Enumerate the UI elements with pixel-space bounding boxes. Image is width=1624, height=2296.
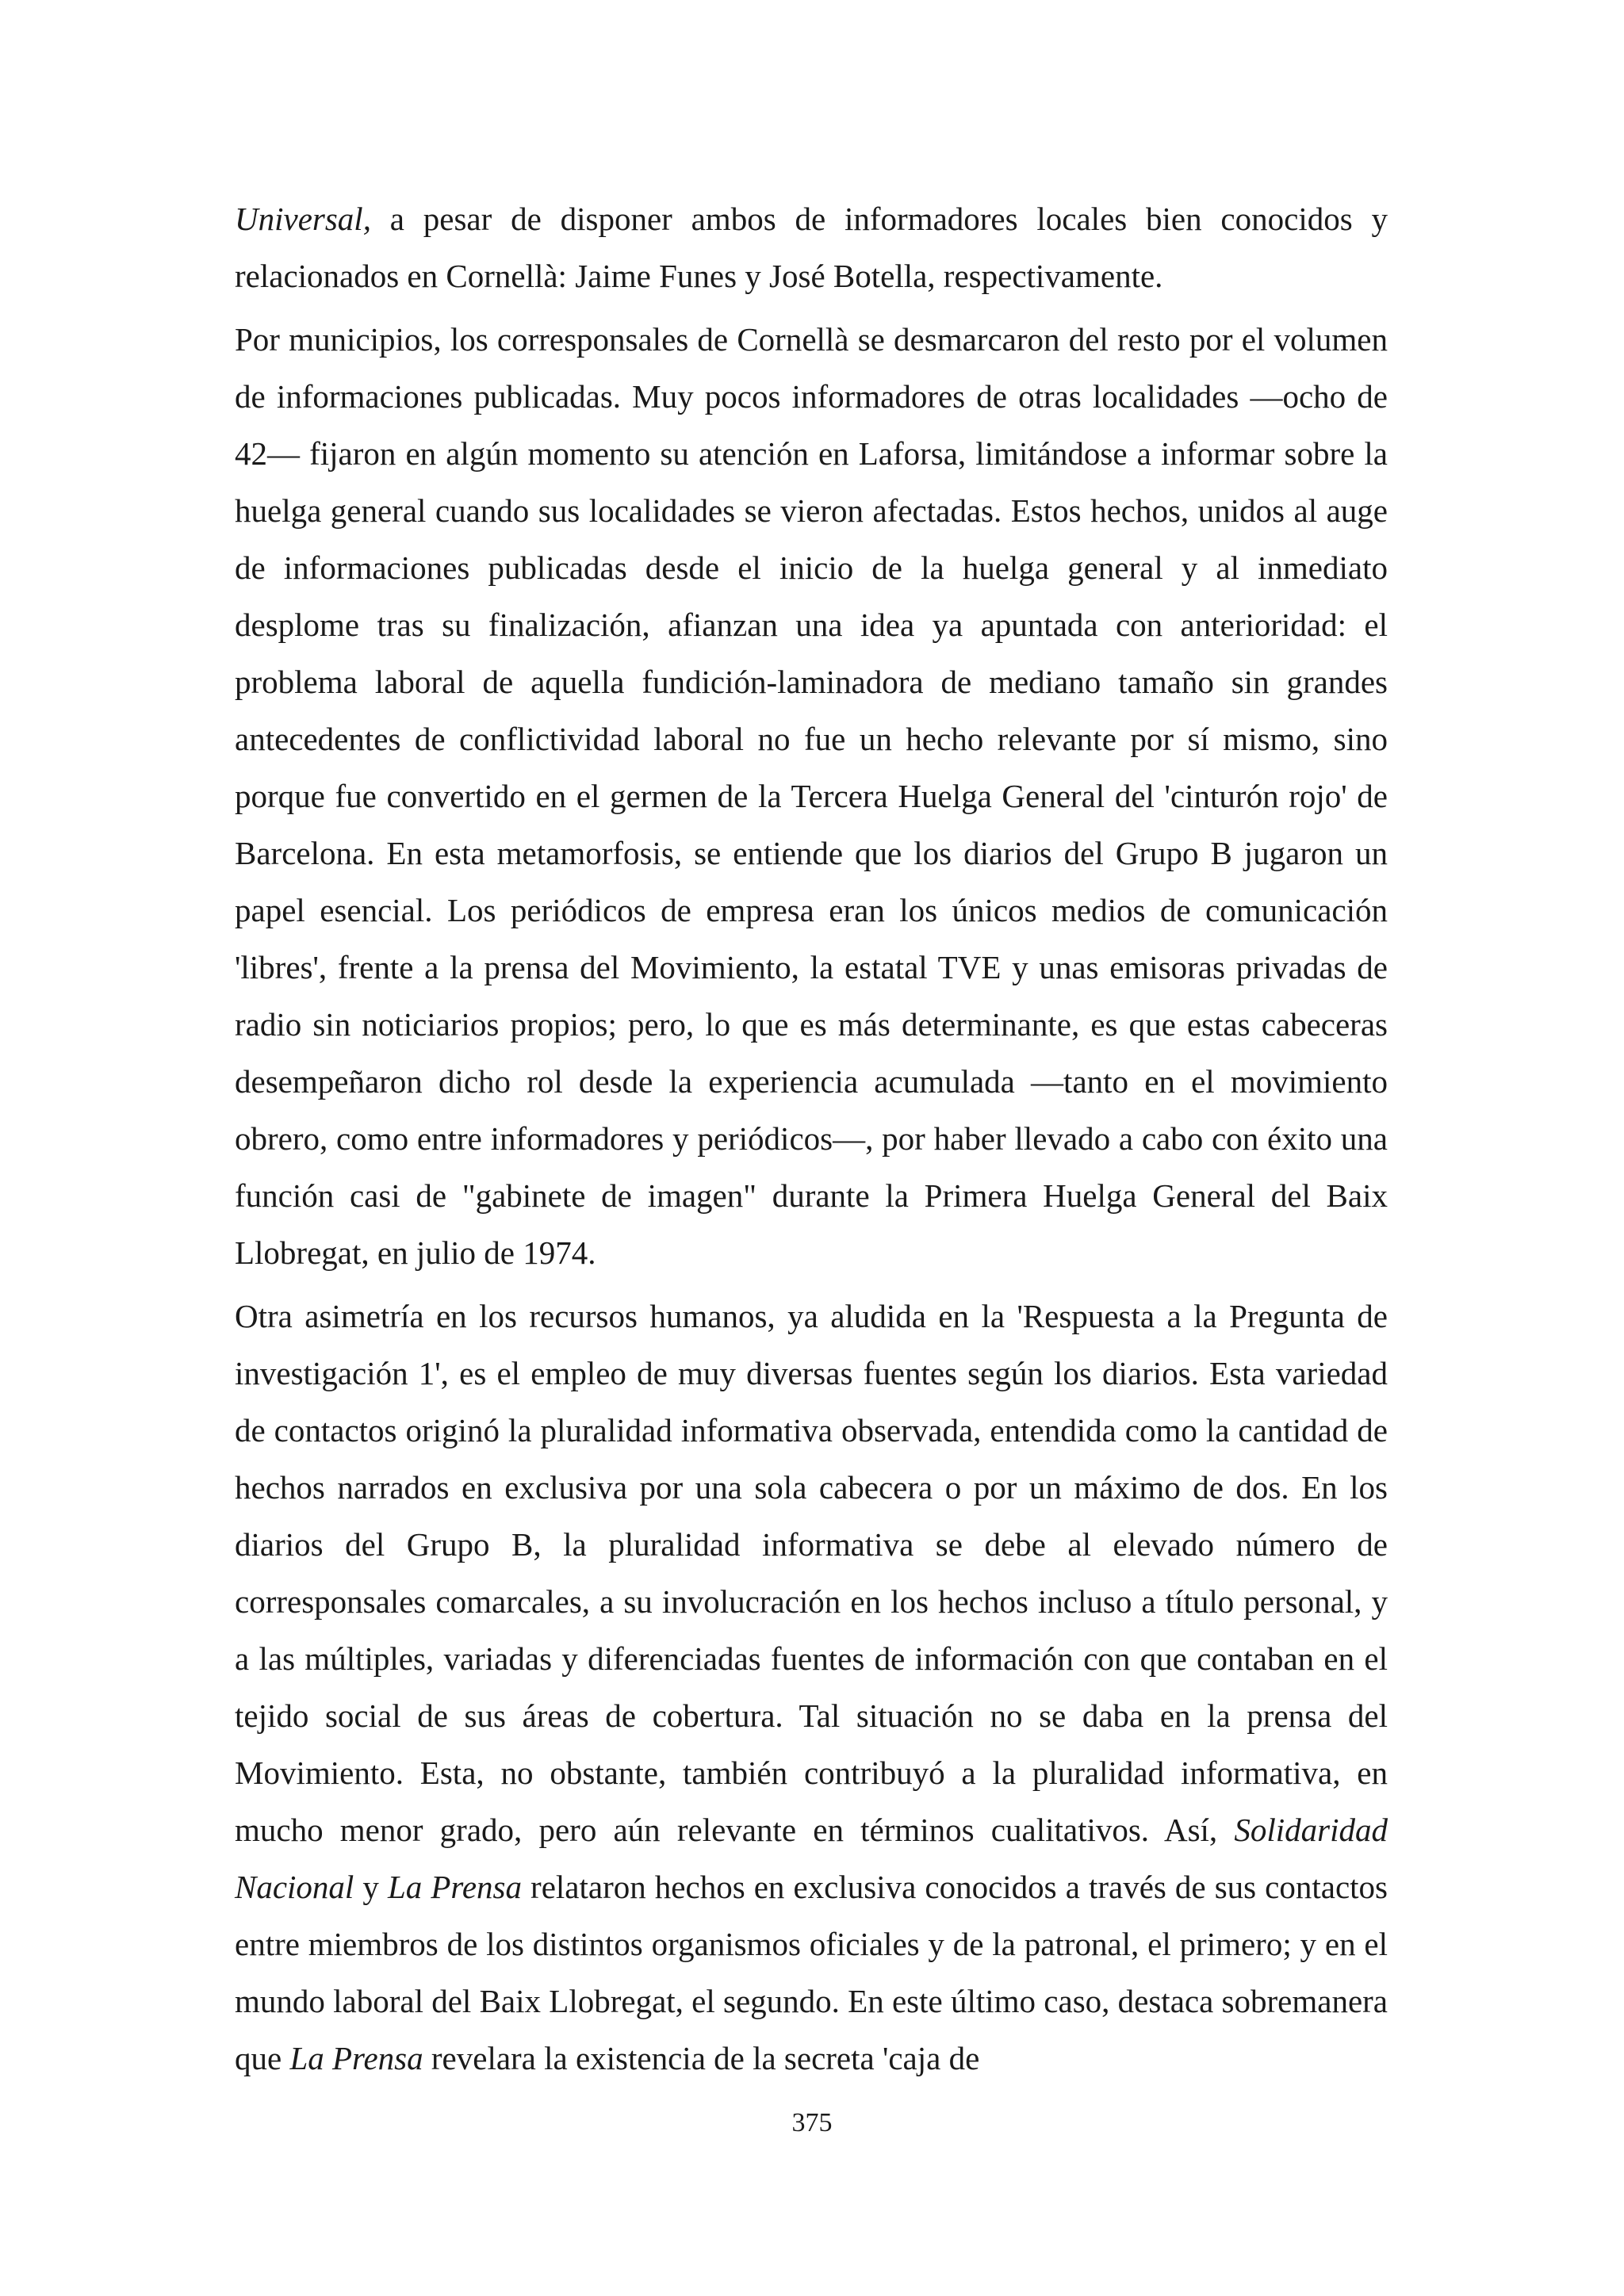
text-run: Otra asimetría en los recursos humanos, ya aludida en la 'Respuesta a la Pregunta de investigación 1', es el empleo de muy diversas fuentes según los diarios. Esta variedad de contactos originó la pluralidad informativa observada, entendida como la cantidad de hechos narrados en exclusiva por una sola cabecera o por un máximo de dos. En los diarios del Grupo B, la pluralidad informativa se debe al elevado número de corresponsales comarcales, a su involucración en los hechos incluso a título personal, y a las múltiples, variadas y diferenciadas fuentes de información con que contaban en el tejido social de sus áreas de cobertura. Tal situación no se daba en la prensa del Movimiento. Esta, no obstante, también contribuyó a la pluralidad informativa, en mucho menor grado, pero aún relevante en términos cualitativos. Así, [235, 1298, 1388, 1848]
text-run: y [354, 1869, 388, 1905]
text-run: Por municipios, los corresponsales de Cornellà se desmarcaron del resto por el volumen de informaciones publicadas. Muy pocos informadores de otras localidades —ocho de 42— fijaron en algún momento su atención en Laforsa, limitándose a informar sobre la huelga general cuando sus localidades se vieron afectadas. Estos hechos, unidos al auge de informaciones publicadas desde el inicio de la huelga general y al inmediato desplome tras su finalización, afianzan una idea ya apuntada con anterioridad: el problema laboral de aquella fundición-laminadora de mediano tamaño sin grandes antecedentes de conflictividad laboral no fue un hecho relevante por sí mismo, sino porque fue convertido en el germen de la Tercera Huelga General del 'cinturón rojo' de Barcelona. En esta metamorfosis, se entiende que los diarios del Grupo B jugaron un papel esencial. Los periódicos de empresa eran los únicos medios de comunicación 'libres', frente a la prensa del Movimiento, la estatal TVE y unas emisoras privadas de radio sin noticiarios propios; pero, lo que es más determinante, es que estas cabeceras desempeñaron dicho rol desde la experiencia acumulada —tanto en el movimiento obrero, como entre informadores y periódicos—, por haber llevado a cabo con éxito una función casi de "gabinete de imagen" durante la Primera Huelga General del Baix Llobregat, en julio de 1974. [235, 321, 1388, 1271]
text-run: revelara la existencia de la secreta 'caja de [423, 2040, 980, 2076]
page-body [235, 190, 1388, 2093]
text-italic: Universal, [235, 201, 371, 237]
text-italic: Solidaridad Nacional [235, 1812, 1388, 1905]
page-number: 375 [791, 2108, 833, 2137]
text-run: a pesar de disponer ambos de informadores locales bien conocidos y relacionados en Cornellà: Jaime Funes y José Botella, respectivamente. [235, 201, 1388, 294]
paragraph-2 [235, 311, 1388, 1281]
paragraph-1 [235, 190, 1388, 304]
text-run: relataron hechos en exclusiva conocidos a través de sus contactos entre miembros de los distintos organismos oficiales y de la patronal, el primero; y en el mundo laboral del Baix Llobregat, el segundo. En este último caso, destaca sobremanera que [235, 1869, 1388, 2076]
text-italic: La Prensa [289, 2040, 423, 2076]
paragraph-3 [235, 1288, 1388, 2087]
text-italic: La Prensa [387, 1869, 522, 1905]
